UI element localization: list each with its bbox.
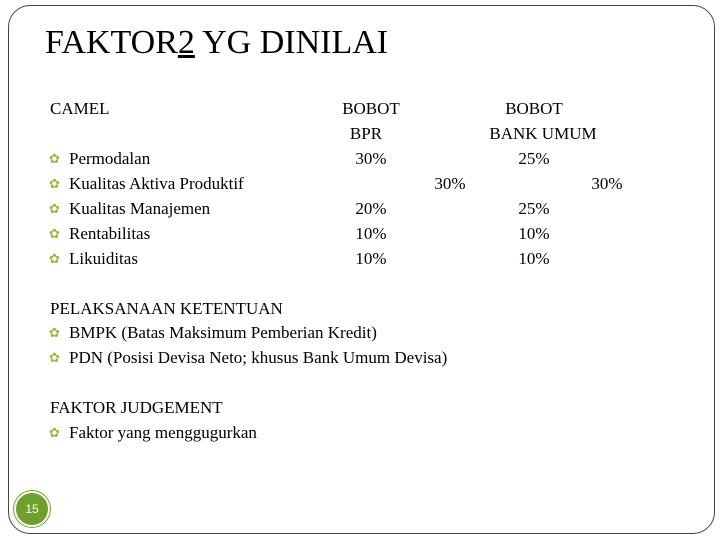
bpr-header-line1: BOBOT: [342, 99, 400, 118]
title-prefix: FAKTOR: [45, 24, 178, 61]
leaf-bullet-icon: ✿: [49, 202, 60, 217]
bank-umum-header-line1: BOBOT: [505, 99, 563, 118]
factor-bank-umum-value: 10%: [518, 249, 550, 268]
factor-bank-umum-value: 10%: [518, 224, 550, 243]
page-number: 15: [25, 502, 39, 516]
leaf-bullet-icon: ✿: [49, 426, 60, 441]
factor-bank-umum-value: 25%: [518, 149, 550, 168]
factor-item: [49, 196, 210, 222]
bpr-header-line2: BPR: [349, 124, 383, 143]
factor-item: [49, 171, 244, 197]
factor-bpr-value: 20%: [355, 199, 387, 218]
pelaksanaan-item: [49, 320, 377, 346]
leaf-bullet-icon: ✿: [49, 177, 60, 192]
judgement-heading: FAKTOR JUDGEMENT: [50, 398, 223, 417]
pelaksanaan-item: [49, 345, 447, 371]
leaf-bullet-icon: ✿: [49, 326, 60, 341]
leaf-bullet-icon: ✿: [49, 252, 60, 267]
factor-label: Kualitas Aktiva Produktif: [69, 174, 244, 193]
leaf-bullet-icon: ✿: [49, 351, 60, 366]
factor-label: Rentabilitas: [69, 224, 151, 243]
title-underlined: 2: [177, 24, 195, 61]
factor-item: [49, 221, 150, 247]
factor-label: Likuiditas: [69, 249, 138, 268]
factor-label: Permodalan: [69, 149, 151, 168]
factor-item: [49, 146, 150, 172]
pelaksanaan-item-label: PDN (Posisi Devisa Neto; khusus Bank Umum Devisa): [69, 348, 448, 367]
factor-label: Kualitas Manajemen: [69, 199, 211, 218]
leaf-bullet-icon: ✿: [49, 227, 60, 242]
bank-umum-header-line2: BANK UMUM: [489, 124, 597, 143]
page-number-badge: [14, 491, 50, 527]
leaf-bullet-icon: ✿: [49, 152, 60, 167]
factor-bank-umum-value: 30%: [591, 174, 623, 193]
factor-item: [49, 246, 138, 272]
title-suffix: YG DINILAI: [194, 24, 389, 61]
slide-title: [45, 24, 388, 62]
factor-bpr-value: 10%: [355, 224, 387, 243]
pelaksanaan-heading: PELAKSANAAN KETENTUAN: [50, 299, 283, 318]
factor-bank-umum-value: 25%: [518, 199, 550, 218]
judgement-item-label: Faktor yang menggugurkan: [69, 423, 257, 442]
pelaksanaan-item-label: BMPK (Batas Maksimum Pemberian Kredit): [69, 323, 377, 342]
factor-bpr-value: 30%: [355, 149, 387, 168]
camel-heading: CAMEL: [50, 99, 110, 118]
factor-bpr-value: 10%: [355, 249, 387, 268]
judgement-item: [49, 420, 257, 446]
factor-bpr-value: 30%: [434, 174, 466, 193]
